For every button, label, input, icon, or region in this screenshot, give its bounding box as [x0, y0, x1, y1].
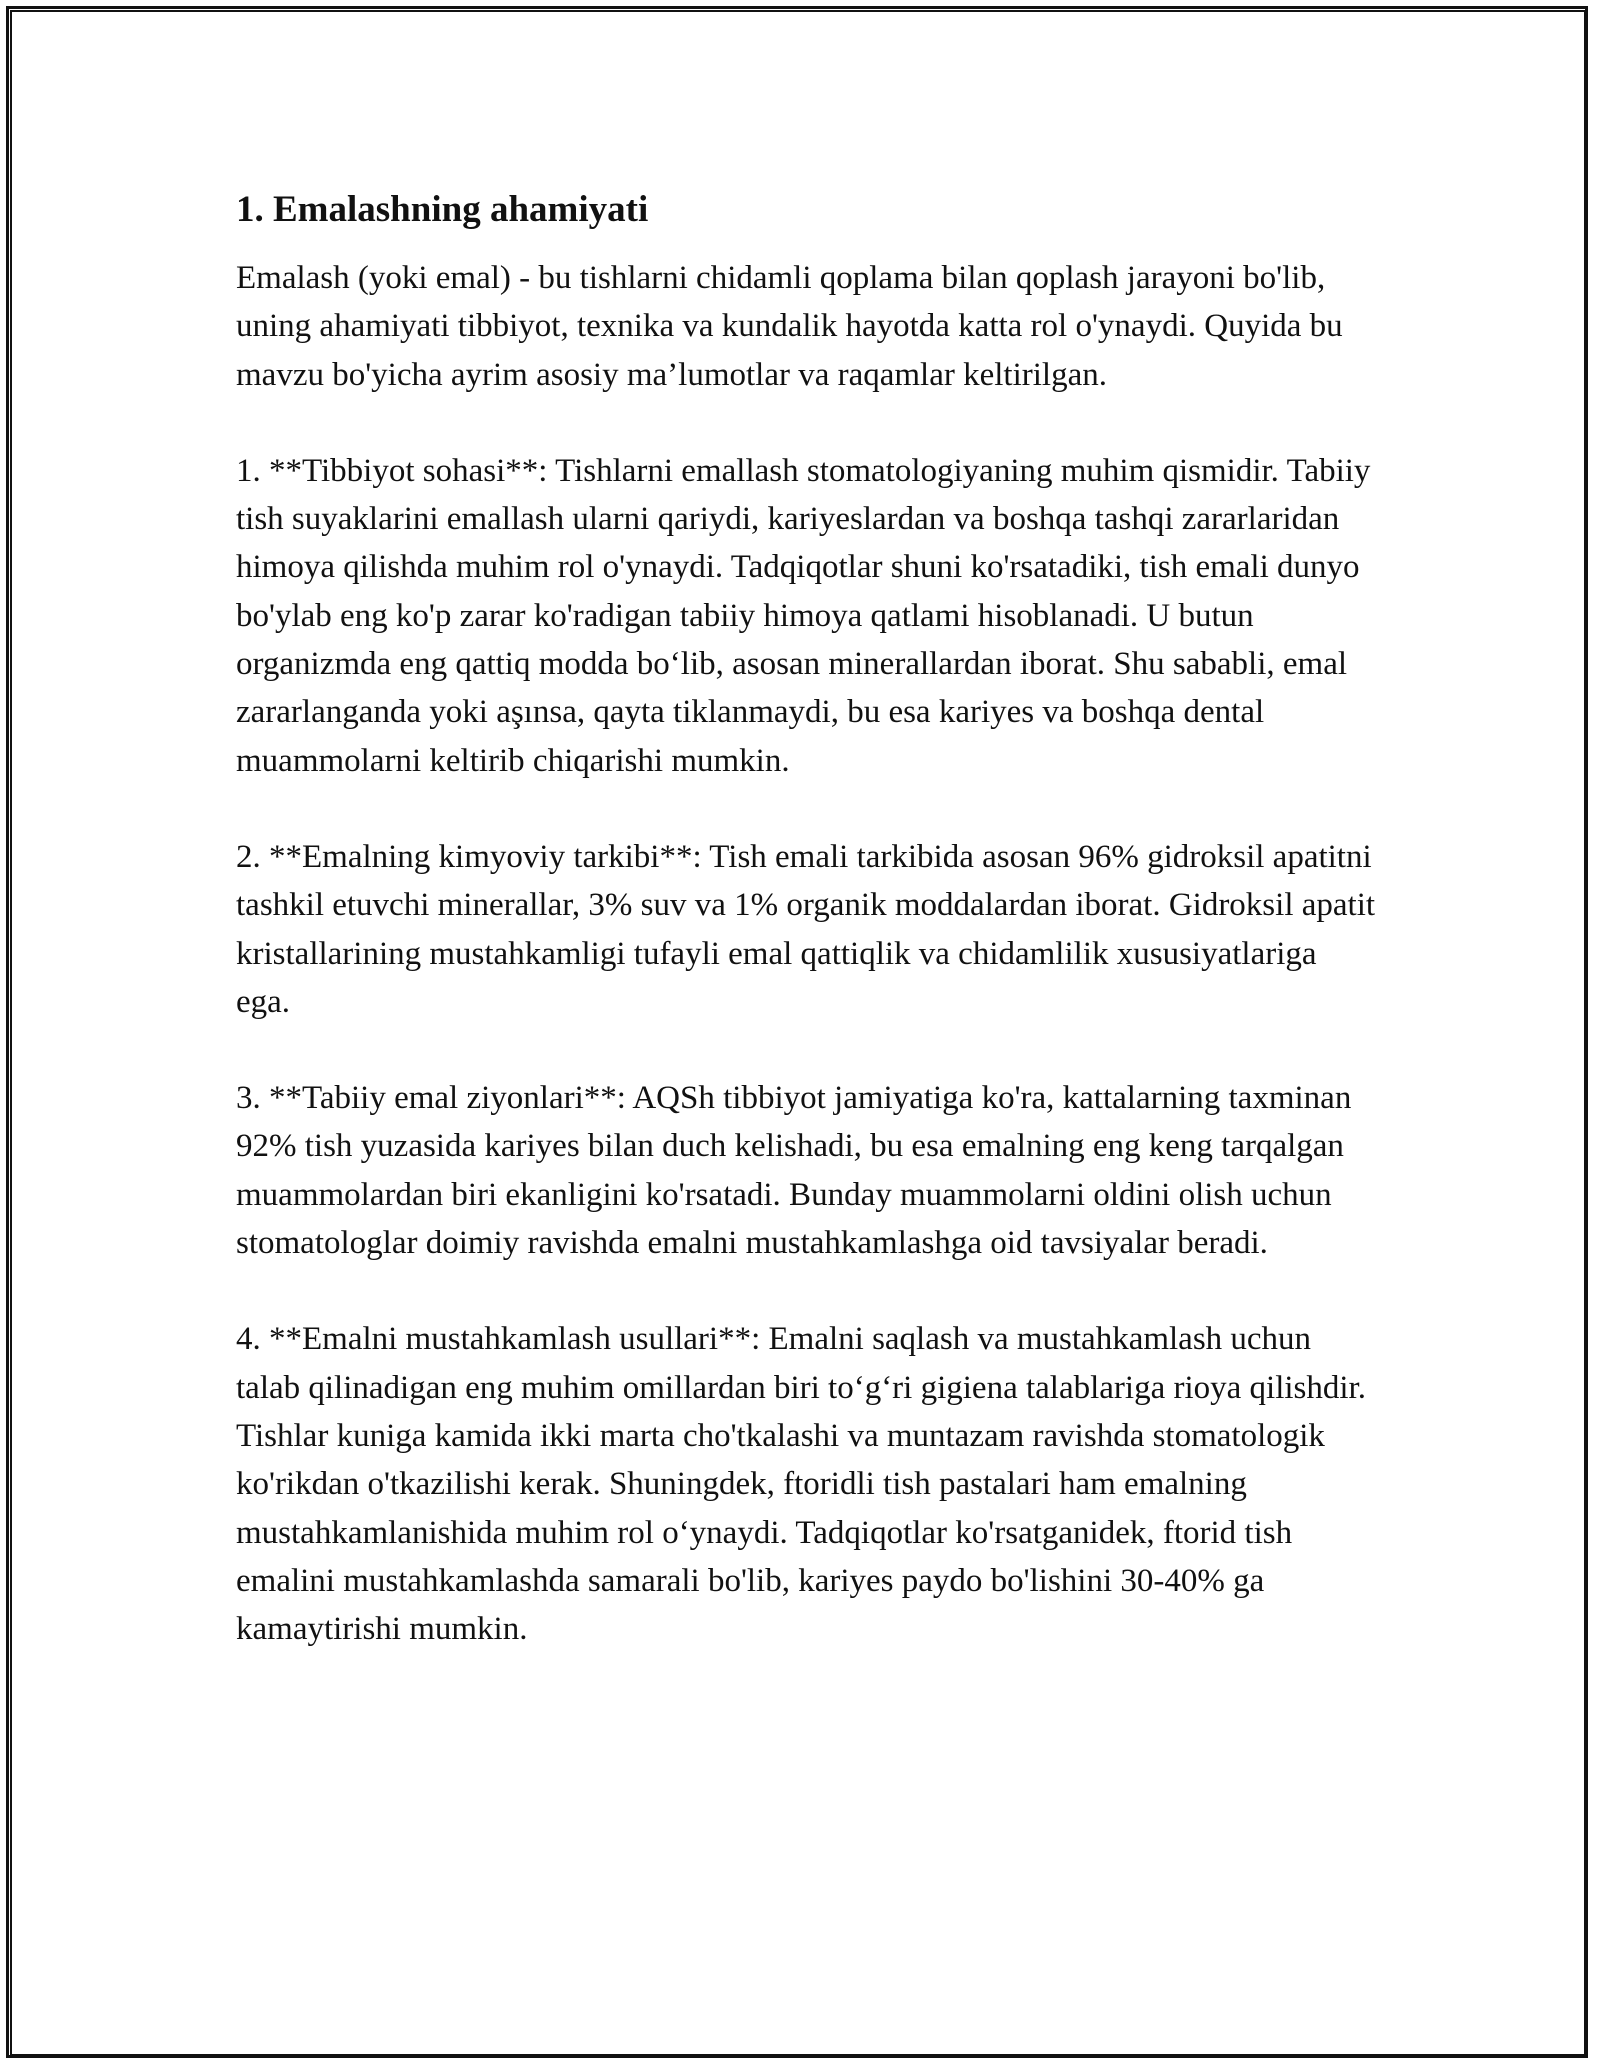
paragraph-medicine: 1. **Tibbiyot sohasi**: Tishlarni emallash stomatologiyaning muhim qismidir. Tabiiy tish suyaklarini emallash ularni qariydi, kariyeslardan va boshqa tashqi zararlaridan himoya qilishda muhim rol o'ynaydi. Tadqiqotlar shuni ko'rsatadiki, tish emali dunyo bo'ylab eng ko'p zarar ko'radigan tabiiy himoya qatlami hisoblanadi. U butun organizmda eng qattiq modda bo‘lib, asosan minerallardan iborat. Shu sababli, emal zararlanganda yoki aşınsa, qayta tiklanmaydi, bu esa kariyes va boshqa dental muammolarni keltirib chiqarishi mumkin.: [236, 452, 1371, 779]
paragraph-chemical-composition: 2. **Emalning kimyoviy tarkibi**: Tish emali tarkibida asosan 96% gidroksil apatitni tashkil etuvchi minerallar, 3% suv va 1% organik moddalardan iborat. Gidroksil apatit kristallarining mustahkamligi tufayli emal qattiqlik va chidamlilik xususiyatlariga ega.: [236, 838, 1376, 1020]
section-heading: 1. Emalashning ahamiyati: [236, 189, 649, 230]
paragraph-strengthening-methods: 4. **Emalni mustahkamlash usullari**: Emalni saqlash va mustahkamlash uchun talab qilinadigan eng muhim omillardan biri to‘g‘ri gigiena talablariga rioya qilishdir. Tishlar kuniga kamida ikki marta cho'tkalashi va muntazam ravishda stomatologik ko'rikdan o'tkazilishi kerak. Shuningdek, ftoridli tish pastalari ham emalning mustahkamlanishida muhim rol o‘ynaydi. Tadqiqotlar ko'rsatganidek, ftorid tish emalini mustahkamlashda samarali bo'lib, kariyes paydo bo'lishini 30-40% ga kamaytirishi mumkin.: [236, 1321, 1366, 1648]
paragraph-enamel-damage: 3. **Tabiiy emal ziyonlari**: AQSh tibbiyot jamiyatiga ko'ra, kattalarning taxminan 92% tish yuzasida kariyes bilan duch kelishadi, bu esa emalning eng keng tarqalgan muammolardan biri ekanligini ko'rsatadi. Bunday muammolarni oldini olish uchun stomatologlar doimiy ravishda emalni mustahkamlashga oid tavsiyalar beradi.: [236, 1080, 1352, 1262]
intro-paragraph: Emalash (yoki emal) - bu tishlarni chidamli qoplama bilan qoplash jarayoni bo'lib, uning ahamiyati tibbiyot, texnika va kundalik hayotda katta rol o'ynaydi. Quyida bu mavzu bo'yicha ayrim asosiy ma’lumotlar va raqamlar keltirilgan.: [236, 260, 1343, 393]
document-body: [236, 186, 1376, 1701]
